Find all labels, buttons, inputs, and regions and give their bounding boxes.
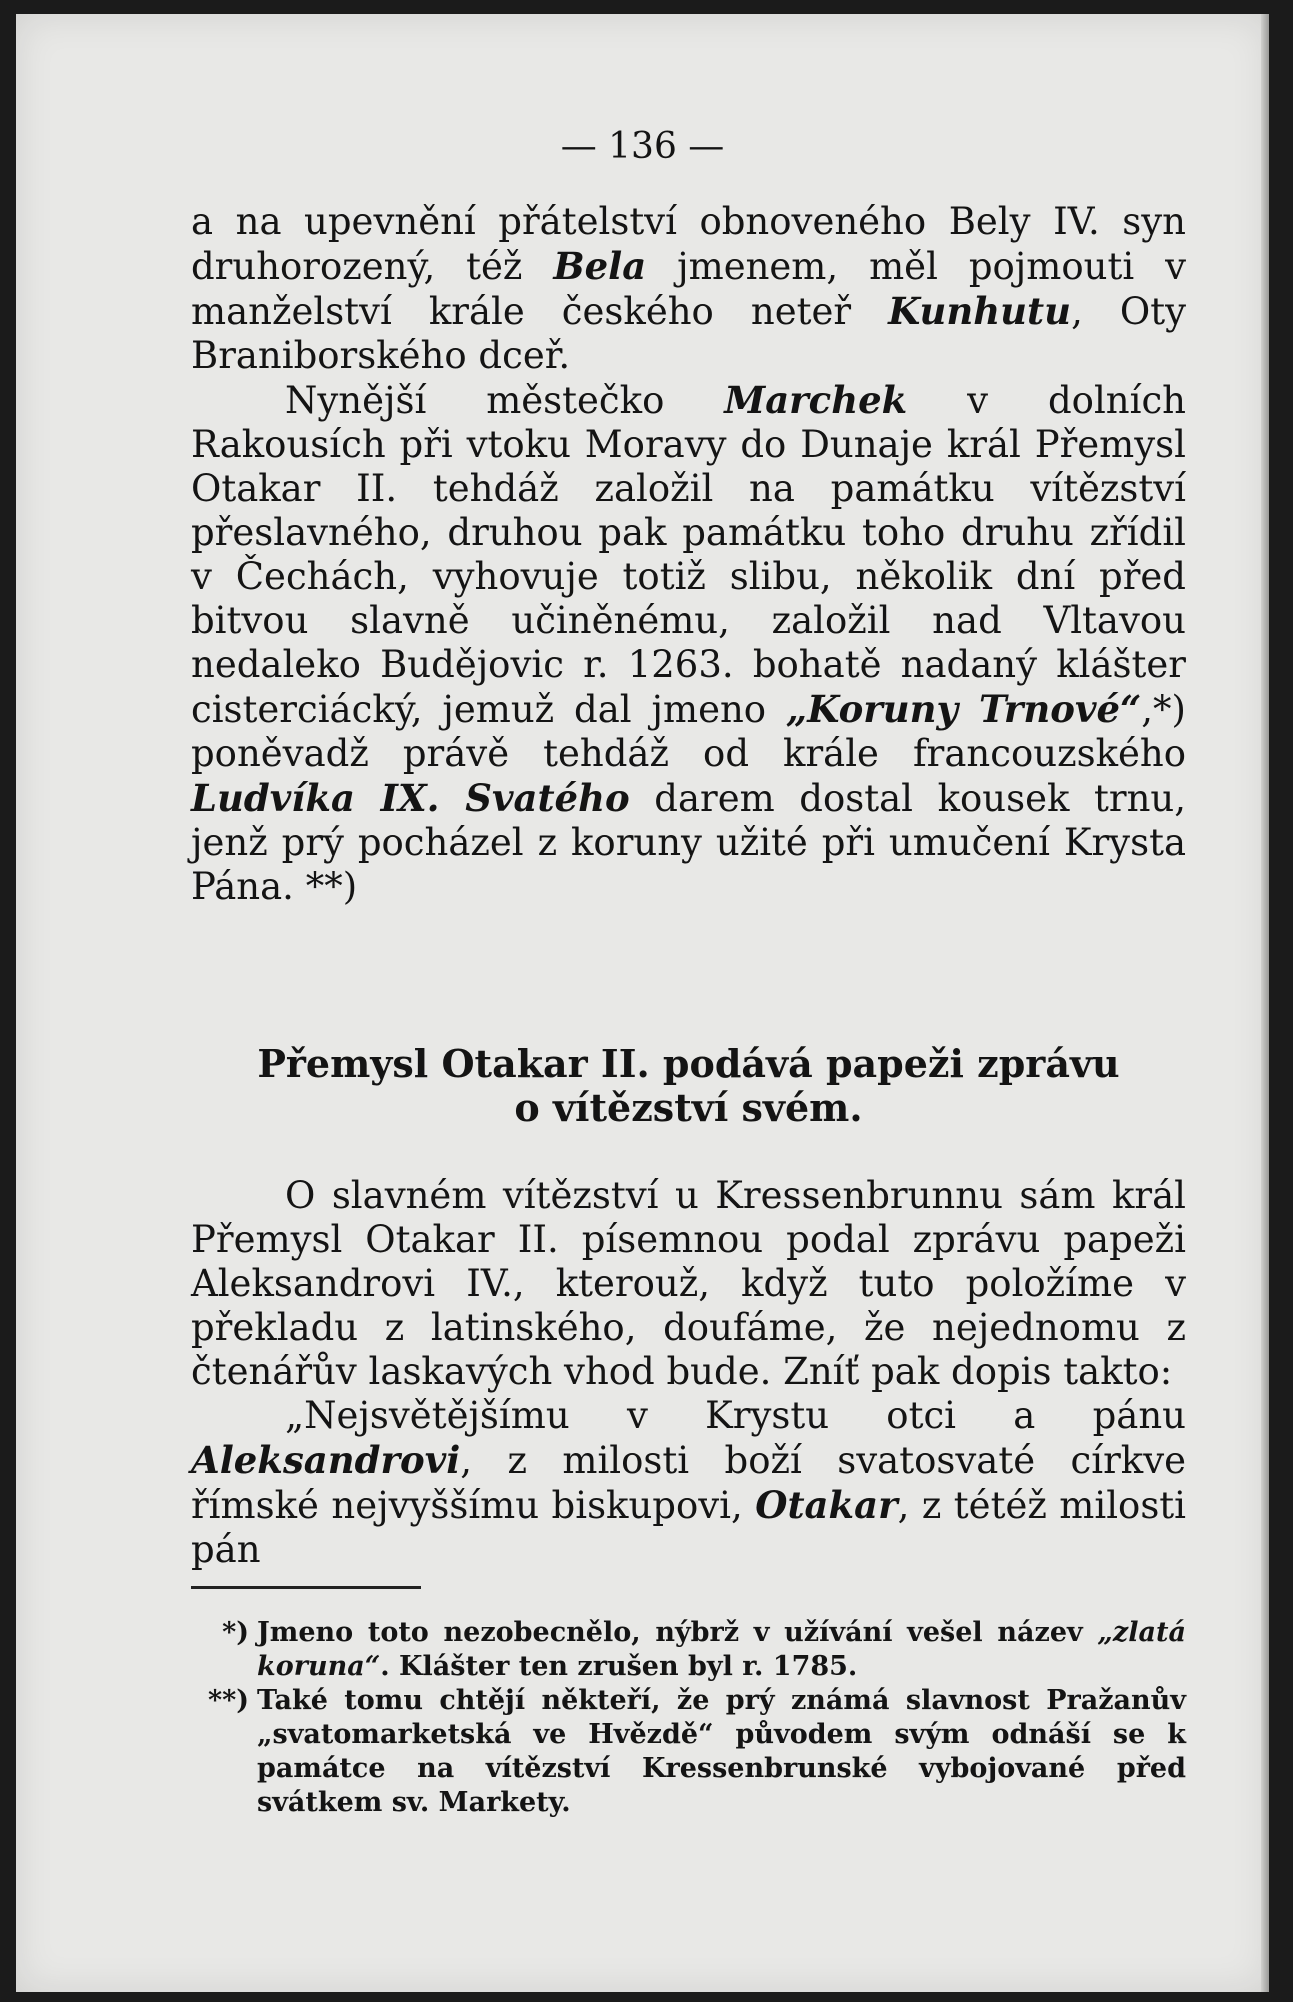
paragraph-4-text-c: , z milosti boží svatosvaté církve římské nejvyššímu biskupovi, xyxy=(191,1439,1186,1527)
paragraph-1 xyxy=(191,200,1186,378)
paragraph-2-text-e: ,*) poněvadž právě tehdáž od krále francouzského xyxy=(191,688,1186,775)
paragraph-4 xyxy=(191,1394,1186,1572)
paragraph-2 xyxy=(191,378,1186,909)
footnote-1-text-a: Jmeno toto nezobecnělo, nýbrž v užívání vešel název xyxy=(257,1617,1098,1648)
paragraph-4-italic-otakar: Otakar xyxy=(755,1483,898,1527)
page-number: — 136 — xyxy=(560,126,725,167)
footnote-1-text xyxy=(257,1616,1186,1684)
paragraph-1-text-c: jmenem, měl pojmouti v manželství krále českého neteř xyxy=(191,245,1186,333)
footnote-2-text: Také tomu chtějí někteří, že prý známá slavnost Pražanův „svatomarketská ve Hvězdě“ původem svým odnáší se k památce na vítězství Kressenbrunské vybojované před svátkem sv. Markety. xyxy=(257,1685,1186,1818)
paragraph-2-italic-marchek: Marchek xyxy=(724,378,908,422)
heading-line-1: Přemysl Otakar II. podává papeži zprávu xyxy=(257,1041,1120,1086)
paragraph-3: O slavném vítězství u Kressenbrunnu sám král Přemysl Otakar II. písemnou podal zprávu papeži Aleksandrovi IV., kterouž, když tuto položíme v překladu z latinského, doufáme, že nejednomu z čtenářův laskavých vhod bude. Zníť pak dopis takto: xyxy=(191,1174,1186,1393)
paragraph-2-italic-koruny: „Koruny Trnové“ xyxy=(785,687,1142,731)
heading-line-2: o vítězství svém. xyxy=(514,1085,863,1130)
paragraph-2-text-a: Nynější městečko xyxy=(285,379,725,422)
footnote-1-mark: *) xyxy=(222,1617,249,1648)
footnotes xyxy=(191,1616,1186,1820)
paragraph-1-text-e: , Oty Braniborského dceř. xyxy=(191,290,1186,377)
footnote-divider xyxy=(191,1586,421,1589)
page-edge-shadow xyxy=(1261,14,1269,1992)
paragraph-2-text-g: darem dostal kousek trnu, jenž prý pocházel z koruny užité při umučení Krysta Pána. **) xyxy=(191,777,1186,908)
footnote-1-italic: „zlatá koruna“ xyxy=(257,1617,1186,1682)
paragraph-2-italic-ludvika: Ludvíka IX. Svatého xyxy=(191,776,630,820)
footnote-1 xyxy=(191,1616,1186,1684)
text-lower xyxy=(191,1174,1186,1572)
book-page xyxy=(16,14,1269,1992)
footnote-2 xyxy=(191,1684,1186,1820)
section-heading xyxy=(191,1042,1186,1130)
paragraph-1-italic-bela: Bela xyxy=(553,244,647,288)
text-upper xyxy=(191,200,1186,909)
paragraph-4-text-a: „Nejsvětějšímu v Krystu otci a pánu xyxy=(285,1394,1186,1437)
paragraph-1-text-a: a na upevnění přátelství obnoveného Bely IV. syn druhorozený, též xyxy=(191,200,1186,288)
paragraph-1-italic-kunhutu: Kunhutu xyxy=(888,289,1072,333)
footnote-2-mark: **) xyxy=(207,1685,249,1716)
paragraph-2-text-c: v dolních Rakousích při vtoku Moravy do Dunaje král Přemysl Otakar II. tehdáž založil na památku vítězství přeslavného, druhou pak památku toho druhu zřídil v Čechách, vyhovuje totiž slibu, několik dní před bitvou slavně učiněnému, založil nad Vltavou nedaleko Budějovic r. 1263. bohatě nadaný klášter cisterciácký, jemuž dal jmeno xyxy=(191,379,1186,731)
footnote-1-text-c: . Klášter ten zrušen byl r. 1785. xyxy=(380,1651,858,1682)
paragraph-4-italic-aleksandrovi: Aleksandrovi xyxy=(191,1438,461,1482)
paragraph-4-text-e: , z tétéž milosti pán xyxy=(191,1484,1187,1571)
